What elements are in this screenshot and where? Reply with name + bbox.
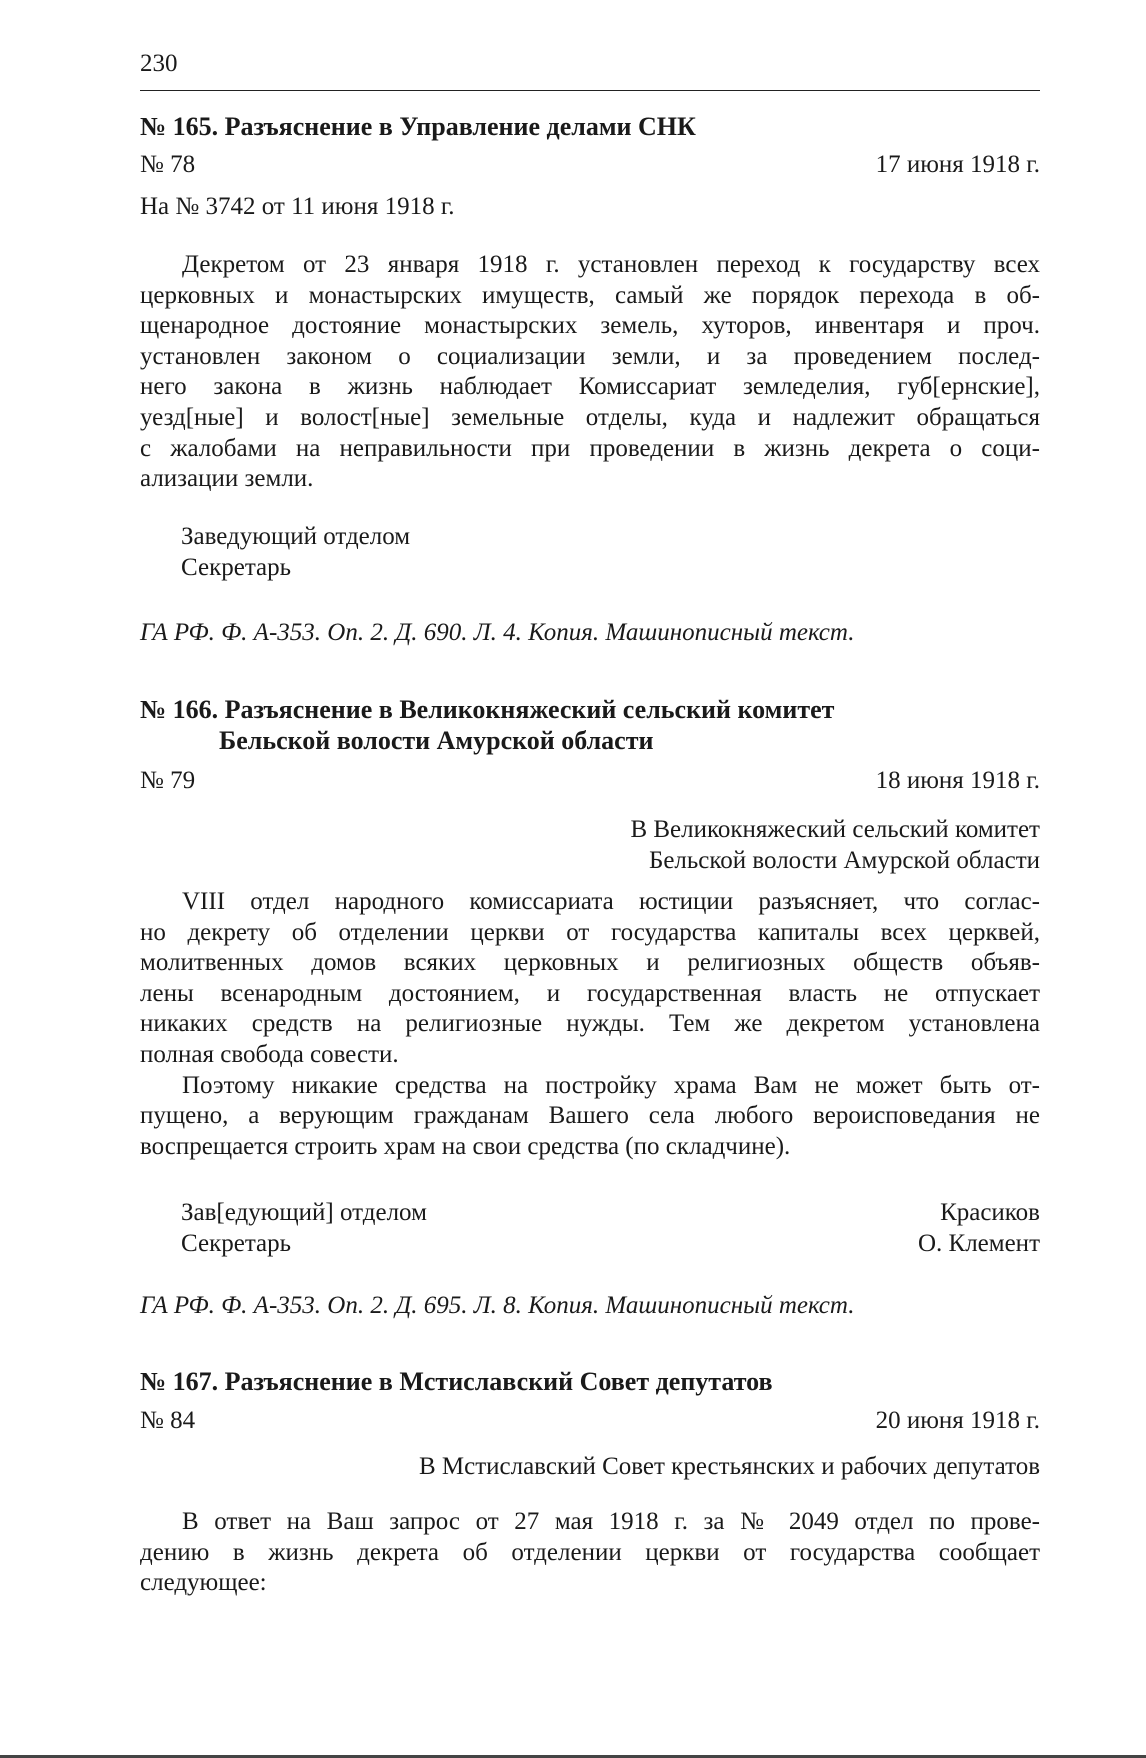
doc-date: 18 июня 1918 г.	[875, 767, 1040, 794]
doc-date: 17 июня 1918 г.	[875, 151, 1040, 178]
doc-meta-row	[140, 766, 1040, 797]
body-line: с жалобами на неправильности при проведении в жизнь декрета о соци-	[140, 434, 1040, 462]
body-line: VIII отдел народного комиссариата юстиции разъясняет, что соглас-	[182, 888, 1040, 915]
body-line: Декретом от 23 января 1918 г. установлен переход к государству всех	[182, 251, 1040, 278]
body-line: воспрещается строить храм на свои средства (по складчине).	[140, 1132, 791, 1160]
doc-body	[140, 887, 1040, 1162]
heading-line: № 166. Разъяснение в Великокняжеский сельский комитет	[140, 695, 835, 724]
addressee-line: В Мстиславский Совет крестьянских и рабочих депутатов	[418, 1453, 1040, 1480]
document-heading: № 167. Разъяснение в Мстиславский Совет депутатов	[140, 1367, 773, 1396]
doc-body	[140, 250, 1040, 495]
body-line: церковных и монастырских имуществ, самый же порядок перехода в об-	[140, 281, 1040, 309]
document-heading: № 165. Разъяснение в Управление делами СНК	[140, 112, 696, 141]
archive-citation: ГА РФ. Ф. А-353. Оп. 2. Д. 690. Л. 4. Копия. Машинописный текст.	[140, 619, 855, 646]
signatures	[140, 522, 1040, 583]
body-line: него закона в жизнь наблюдает Комиссариат земледелия, губ[ернские],	[140, 373, 1040, 401]
signatures	[140, 1198, 1040, 1259]
signature-title: Зав[едующий] отделом	[181, 1199, 427, 1226]
body-line: лены всенародным достоянием, и государственная власть не отпускает	[140, 979, 1040, 1007]
signature-title: Секретарь	[181, 1229, 292, 1257]
signature-name: О. Клемент	[917, 1229, 1040, 1257]
document-heading	[140, 694, 1040, 756]
addressee	[140, 1452, 1040, 1483]
body-line: В ответ на Ваш запрос от 27 мая 1918 г. за № 2049 отдел по прове-	[182, 1508, 1040, 1535]
archive-citation: ГА РФ. Ф. А-353. Оп. 2. Д. 695. Л. 8. Копия. Машинописный текст.	[140, 1292, 855, 1319]
body-line: полная свобода совести.	[140, 1040, 399, 1068]
body-line: дению в жизнь декрета об отделении церкви от государства сообщает	[140, 1538, 1040, 1566]
body-line: ализации земли.	[140, 465, 314, 493]
body-line: следующее:	[140, 1569, 267, 1597]
doc-date: 20 июня 1918 г.	[875, 1407, 1040, 1434]
addressee	[140, 815, 1040, 876]
doc-meta-row	[140, 150, 1040, 181]
doc-number: № 84	[140, 1407, 196, 1434]
body-line: щенародное достояние монастырских земель, хуторов, инвентаря и проч.	[140, 312, 1040, 340]
doc-number: № 78	[140, 151, 196, 178]
addressee-line: В Великокняжеский сельский комитет	[630, 816, 1040, 843]
body-line: уезд[ные] и волост[ные] земельные отделы, куда и надлежит обращаться	[140, 403, 1040, 431]
signature-title: Заведующий отделом	[181, 523, 411, 550]
page-number: 230	[140, 50, 178, 77]
body-line: никаких средств на религиозные нужды. Тем же декретом установлена	[140, 1010, 1040, 1038]
addressee-line: Бельской волости Амурской области	[648, 846, 1040, 874]
body-line: установлен законом о социализации земли, и за проведением послед-	[140, 342, 1040, 370]
doc-meta-row	[140, 1406, 1040, 1437]
heading-line: Бельской волости Амурской области	[219, 726, 654, 755]
body-line: молитвенных домов всяких церковных и религиозных обществ объяв-	[140, 949, 1040, 977]
body-line: пущено, а верующим гражданам Вашего села любого вероисповедания не	[140, 1102, 1040, 1130]
header-rule	[140, 90, 1040, 91]
body-line: но декрету об отделении церкви от государства капиталы всех церквей,	[140, 918, 1040, 946]
doc-reference: На № 3742 от 11 июня 1918 г.	[140, 193, 455, 220]
body-line: Поэтому никакие средства на постройку храма Вам не может быть от-	[182, 1071, 1040, 1099]
signature-title: Секретарь	[181, 553, 292, 581]
doc-number: № 79	[140, 767, 196, 794]
signature-name: Красиков	[940, 1199, 1040, 1226]
doc-body	[140, 1507, 1040, 1599]
